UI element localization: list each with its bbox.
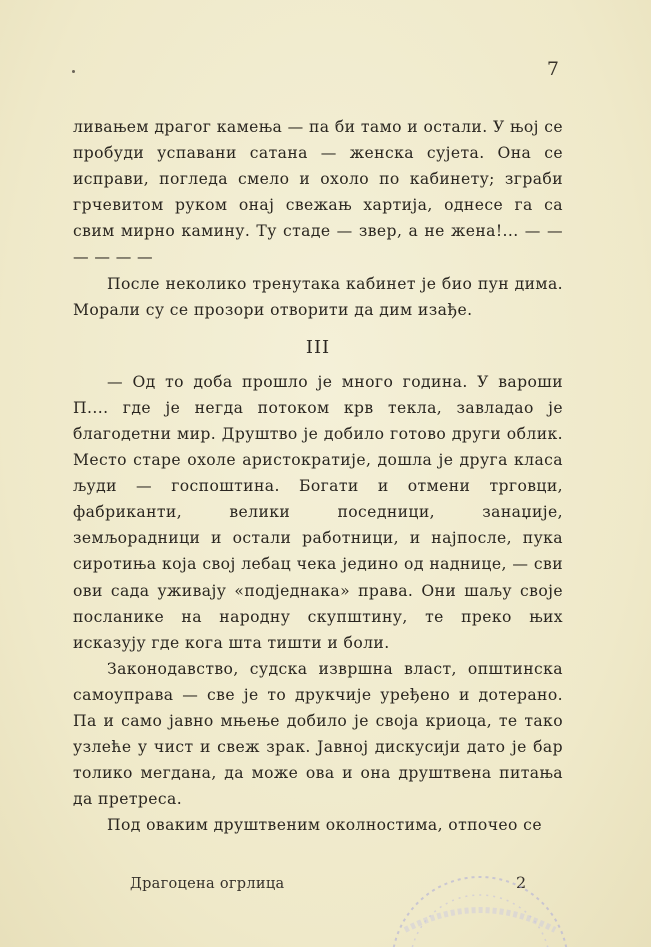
paragraph-1: ливањем драгог камења — па би тамо и остали. У њој се пробуди успавани сатана — женска сујета. Она се исправи, погледа смело и охоло по кабинету; зграби грчевитом руком онај свежањ хартија, однесе га са свим мирно камину. Ту стаде — звер, а не жена!... — — — — — — [73,118,563,267]
library-stamp-icon [365,870,575,947]
print-speck [72,70,75,73]
section-heading: III [305,336,331,358]
signature-number: 2 [516,873,527,892]
paragraph-3: — Од то доба прошло је много година. У вароши П.... где је негда потоком крв текла, завладао је благодетни мир. Друштво је добило готово други облик. Место старе охоле аристократије, дошла је друга класа људи — госпоштина. Богати и отмени трговци, фабриканти, велики поседници, занаџије, земљорадници и остали работници, и најпосле, пука сиротиња која свој лебац чека једино од наднице, — сви ови сада уживају «подједнака» права. Они шаљу своје посланике на народну скупштину, те преко њих исказују где кога шта тишти и боли. [73,372,563,652]
paragraph-4: Законодавство, судска извршна власт, општинска самоуправа — све је то друкчије уређено и дотерано. Па и само јавно мњење добило је своја криоца, те тако узлеће у чист и свеж зрак. Јавној дискусији дато је бар толико мегдана, да може ова и она друштвена питања да претреса. [73,659,563,809]
paragraph-5: Под оваким друштвеним околностима, отпочео се [107,816,542,835]
page-number: 7 [546,58,559,80]
signature-title: Драгоцена огрлица [130,876,285,892]
paragraph-2: После неколико тренутака кабинет је био пун дима. Морали су се прозори отворити да дим изађе. [73,274,563,319]
body-text [73,114,563,838]
